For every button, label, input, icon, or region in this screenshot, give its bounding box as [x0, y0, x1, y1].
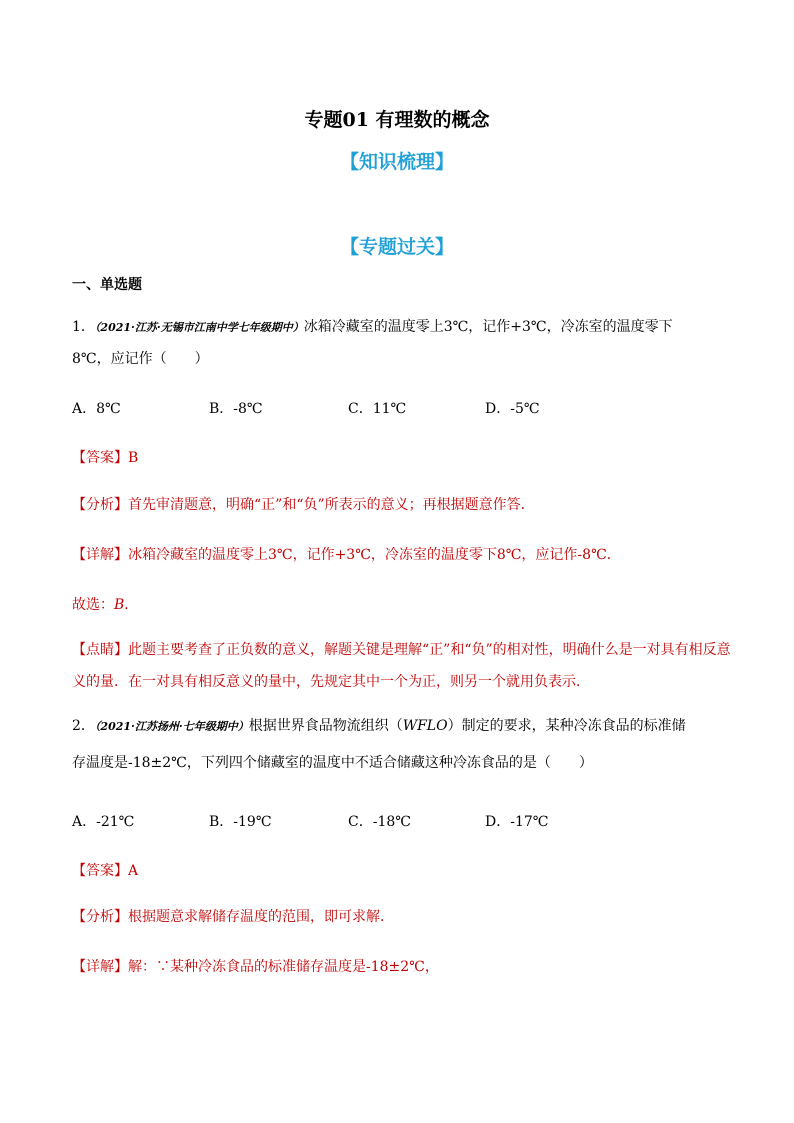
q1-option-a: A．8℃ — [72, 401, 121, 417]
section-practice: 【专题过关】 — [339, 236, 454, 258]
q2-source: （2021·江苏扬州·七年级期中） — [94, 720, 249, 733]
q1-answer-tag: 【答案】 — [72, 450, 128, 466]
q2-number: 2． — [72, 718, 95, 734]
q1-analysis-tag: 【分析】 — [72, 497, 128, 513]
q2-answer-tag: 【答案】 — [72, 863, 128, 879]
q1-number: 1． — [72, 319, 95, 335]
q2-line1 — [72, 716, 686, 737]
q2-option-d: D．-17℃ — [485, 814, 549, 830]
q1-comment-tag: 【点睛】 — [72, 642, 128, 658]
q1-text-line2: 8℃，应记作（ ） — [72, 351, 209, 367]
q2-answer — [72, 861, 138, 881]
q1-choice-suffix: ． — [124, 597, 139, 613]
q1-line1 — [72, 317, 673, 338]
q2-analysis-tag: 【分析】 — [72, 909, 128, 925]
q1-source: （2021·江苏·无锡市江南中学七年级期中） — [94, 321, 304, 334]
section-knowledge: 【知识梳理】 — [339, 151, 454, 173]
q1-detail-text: 冰箱冷藏室的温度零上3℃，记作+3℃，冷冻室的温度零下8℃，应记作-8℃． — [128, 547, 621, 563]
q1-option-b: B．-8℃ — [209, 401, 263, 417]
q1-comment-line1 — [72, 640, 731, 660]
q1-analysis — [72, 495, 535, 515]
q1-comment-text1: 此题主要考查了正负数的意义，解题关键是理解“正”和“负”的相对性，明确什么是一对具有相反意 — [128, 642, 731, 658]
q2-option-b: B．-19℃ — [209, 814, 272, 830]
q1-options — [72, 398, 732, 418]
q2-detail — [72, 957, 439, 977]
q2-text-line2: 存温度是-18±2℃，下列四个储藏室的温度中不适合储藏这种冷冻食品的是（ ） — [72, 755, 593, 771]
q2-text-line1a: 根据世界食品物流组织（ — [248, 718, 403, 734]
q2-options — [72, 811, 732, 831]
q2-analysis — [72, 907, 394, 927]
q2-text-wflo: WFLO — [402, 718, 448, 734]
q1-option-c: C．11℃ — [348, 401, 407, 417]
q1-analysis-text: 首先审清题意，明确“正”和“负”所表示的意义；再根据题意作答． — [128, 497, 535, 513]
q2-option-c: C．-18℃ — [348, 814, 411, 830]
q2-answer-value: A — [128, 863, 139, 879]
q1-answer-value: B — [128, 450, 139, 466]
page-title: 专题01 有理数的概念 — [304, 109, 490, 131]
q2-detail-text: 解：∵某种冷冻食品的标准储存温度是-18±2℃， — [128, 959, 439, 975]
q1-choice-prefix: 故选： — [72, 597, 114, 613]
q2-option-a: A．-21℃ — [72, 814, 135, 830]
q1-detail — [72, 545, 621, 565]
heading-single-choice: 一、单选题 — [72, 277, 142, 293]
q1-answer — [72, 448, 138, 468]
q1-text-line1: 冰箱冷藏室的温度零上3℃，记作+3℃，冷冻室的温度零下 — [303, 319, 673, 335]
q1-option-d: D．-5℃ — [485, 401, 540, 417]
q1-choice-letter: B — [114, 597, 125, 613]
q1-choice — [72, 595, 138, 615]
q1-comment-line2: 义的量．在一对具有相反意义的量中，先规定其中一个为正，则另一个就用负表示． — [72, 674, 590, 690]
q1-detail-tag: 【详解】 — [72, 547, 128, 563]
q2-analysis-text: 根据题意求解储存温度的范围，即可求解． — [128, 909, 394, 925]
q2-text-line1c: ）制定的要求，某种冷冻食品的标准储 — [447, 718, 686, 734]
q2-detail-tag: 【详解】 — [72, 959, 128, 975]
